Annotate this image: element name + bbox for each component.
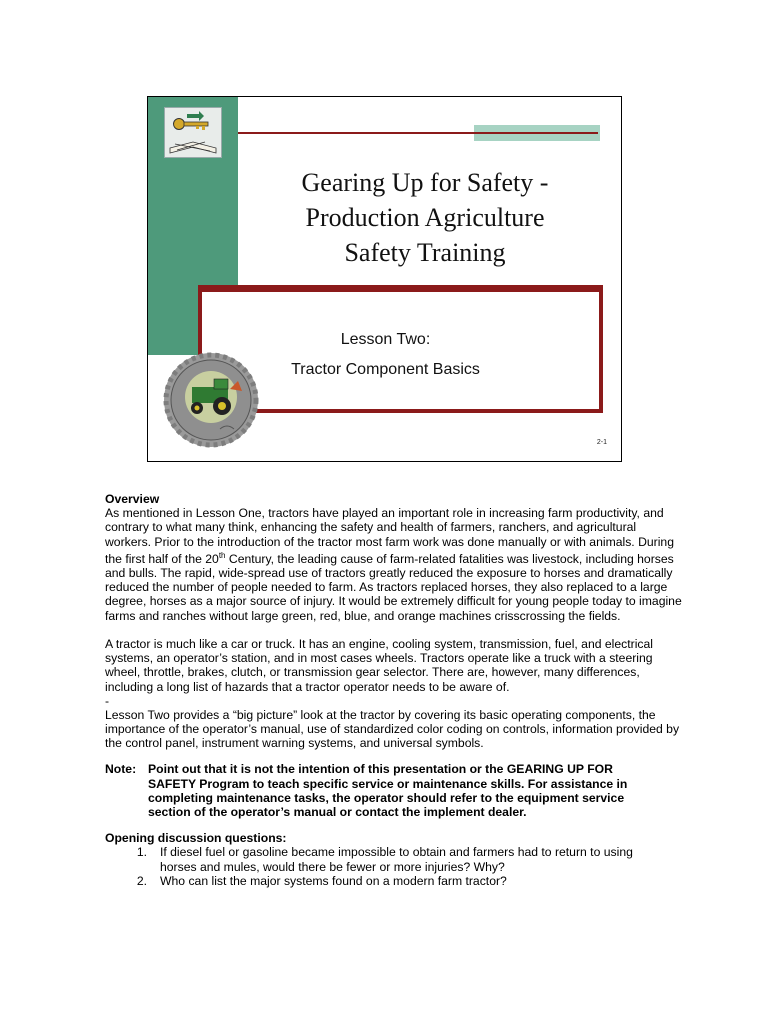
paragraph-spacer (105, 623, 685, 637)
ordinal-suffix: th (218, 550, 226, 560)
question-number: 2. (136, 873, 147, 888)
overview-heading: Overview (105, 492, 160, 506)
slide-title-line: Gearing Up for Safety - (301, 168, 549, 197)
lesson-notes (105, 492, 685, 888)
note-label: Note: (105, 762, 137, 777)
lesson-heading (208, 325, 563, 385)
instructor-note (105, 762, 685, 819)
questions-heading: Opening discussion questions: (105, 831, 287, 846)
question-text: Who can list the major systems found on a modern farm tractor? (160, 873, 507, 888)
note-text: Point out that it is not the intention of this presentation or the GEARING UP FOR SAFETY Program to teach specific service or maintenance skills. For assistance in completing maintenance tasks, the operator should refer to the equipment service section of the operator’s manual or contact the implement dealer. (148, 762, 628, 819)
lesson-title: Tractor Component Basics (291, 361, 480, 378)
tractor-paragraph: A tractor is much like a car or truck. It has an engine, cooling system, transmission, fuel, and electrical systems, an operator’s station, and in most cases wheels. Tractors operate like a truck with a steering wheel, throttle, brakes, clutch, or transmission gear selector. There are, however, many differences, including a long list of hazards that a tractor operator needs to be aware of. (105, 636, 653, 694)
overview-paragraph-text: Century, the leading cause of farm-related fatalities was livestock, including horses and bulls. The rapid, wide-spread use of tractors greatly reduced the exposure to horses and dramatically reduced the number of people needed to farm. As tractors replaced horses, they also replaced to a large degree, horses as a major source of injury. It would be extremely difficult for young people today to imagine farms and ranches without large green, red, blue, and orange machines crisscrossing the fields. (105, 551, 682, 623)
slide-title-line: Production Agriculture (305, 203, 545, 232)
overview-paragraph-text: As mentioned in Lesson One, tractors have played an important role in increasing farm productivity, and contrary to what many think, enhancing the safety and health of farmers, ranchers, and agricultural workers. Prior to the introduction of the tractor most farm work was done manually or with animals. During the first half of the 20 (105, 506, 674, 566)
question-number: 1. (136, 845, 147, 860)
list-item (105, 845, 685, 873)
key-book-icon (164, 107, 222, 158)
slide-title-line: Safety Training (344, 238, 506, 267)
lesson-summary-paragraph: Lesson Two provides a “big picture” look at the tractor by covering its basic operating components, the importance of the operator’s manual, use of standardized color coding on controls, information provided by the control panel, instrument warning systems, and universal symbols. (105, 707, 680, 751)
slide-number: 2-1 (596, 439, 607, 446)
list-item (105, 874, 685, 888)
questions-list (105, 845, 685, 888)
question-text: If diesel fuel or gasoline became impossible to obtain and farmers had to return to using horses and mules, would there be fewer or more injuries? Why? (160, 845, 633, 874)
title-slide (147, 96, 622, 462)
lesson-number: Lesson Two: (340, 331, 431, 348)
dash-line: - (105, 693, 110, 708)
overview-paragraph (105, 506, 685, 623)
slide-title (260, 165, 590, 270)
gearing-up-seal-logo (162, 351, 260, 449)
header-rule (238, 132, 598, 134)
